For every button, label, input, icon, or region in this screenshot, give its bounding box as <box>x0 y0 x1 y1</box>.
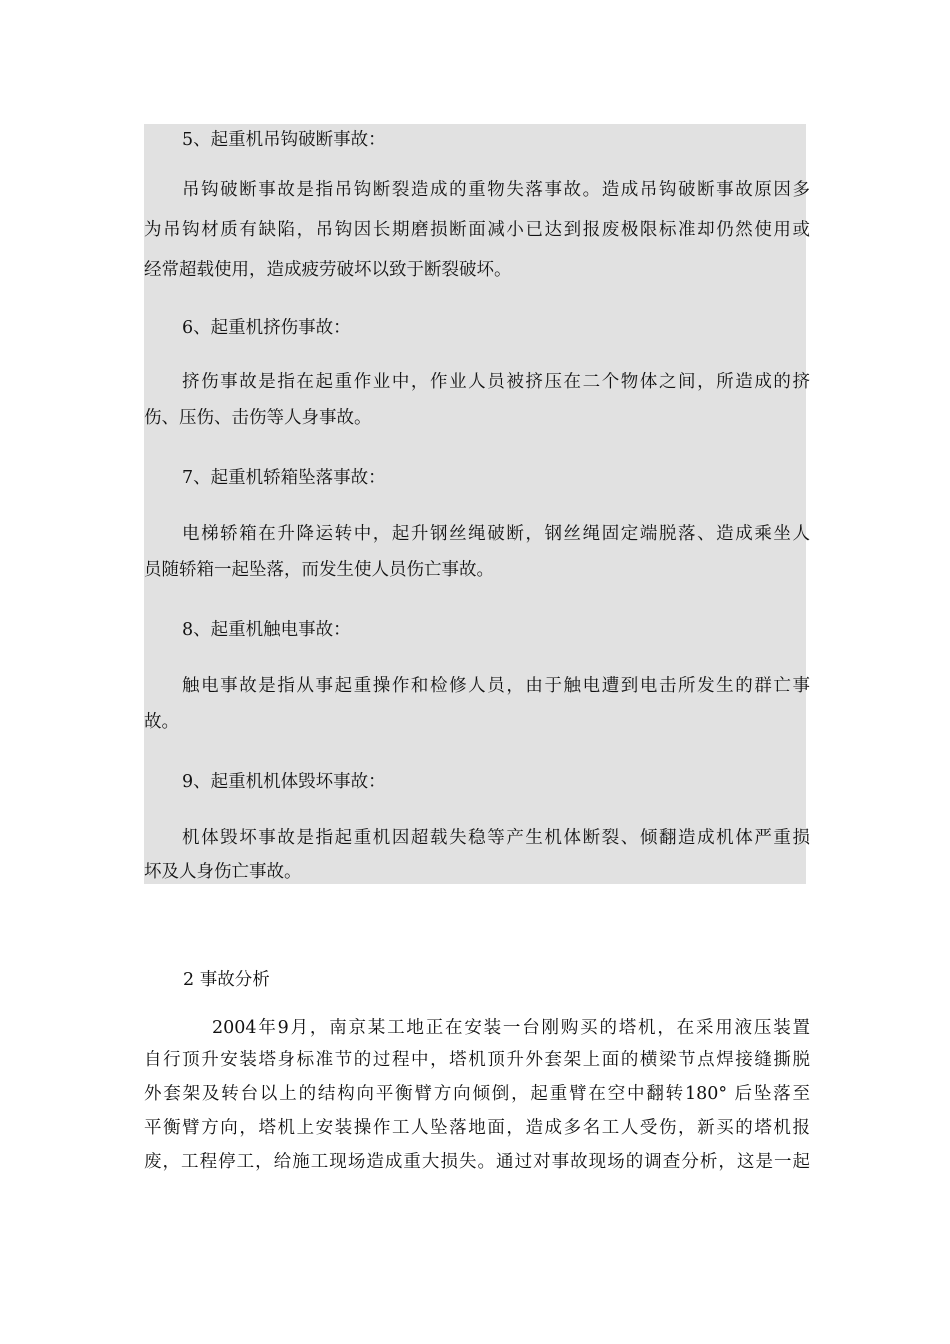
analysis-line-4: 平衡臂方向，塔机上安装操作工人坠落地面，造成多名工人受伤，新买的塔机报 <box>144 1118 810 1138</box>
accident-8-line-2: 故。 <box>144 712 179 732</box>
accident-9-line-1: 机体毁坏事故是指起重机因超载失稳等产生机体断裂、倾翻造成机体严重损 <box>182 828 810 848</box>
analysis-line-3: 外套架及转台以上的结构向平衡臂方向倾倒，起重臂在空中翻转180° 后坠落至 <box>144 1084 810 1104</box>
accident-6-line-1: 挤伤事故是指在起重作业中，作业人员被挤压在二个物体之间，所造成的挤 <box>182 372 810 392</box>
accident-8-line-1: 触电事故是指从事起重操作和检修人员，由于触电遭到电击所发生的群亡事 <box>182 676 810 696</box>
accident-5-line-2: 为吊钩材质有缺陷，吊钩因长期磨损断面减小已达到报废极限标准却仍然使用或 <box>144 220 810 240</box>
accident-5-line-3: 经常超载使用，造成疲劳破坏以致于断裂破坏。 <box>144 260 512 280</box>
accident-heading-7: 7、起重机轿箱坠落事故： <box>182 468 386 488</box>
accident-7-line-2: 员随轿箱一起坠落，而发生使人员伤亡事故。 <box>144 560 494 580</box>
analysis-line-2: 自行顶升安装塔身标准节的过程中，塔机顶升外套架上面的横梁节点焊接缝撕脱 <box>144 1050 810 1070</box>
accident-7-line-1: 电梯轿箱在升降运转中，起升钢丝绳破断，钢丝绳固定端脱落、造成乘坐人 <box>182 524 810 544</box>
analysis-line-5: 废，工程停工，给施工现场造成重大损失。通过对事故现场的调查分析，这是一起 <box>144 1152 810 1172</box>
accident-heading-9: 9、起重机机体毁坏事故： <box>182 772 386 792</box>
accident-9-line-2: 坏及人身伤亡事故。 <box>144 862 302 882</box>
analysis-line-1: 2004年9月，南京某工地正在安装一台刚购买的塔机，在采用液压装置 <box>212 1018 810 1038</box>
accident-heading-5: 5、起重机吊钩破断事故： <box>182 130 386 150</box>
section-heading-accident-analysis: 2 事故分析 <box>183 970 270 990</box>
accident-heading-8: 8、起重机触电事故： <box>182 620 351 640</box>
accident-6-line-2: 伤、压伤、击伤等人身事故。 <box>144 408 372 428</box>
accident-5-line-1: 吊钩破断事故是指吊钩断裂造成的重物失落事故。造成吊钩破断事故原因多 <box>182 180 810 200</box>
accident-heading-6: 6、起重机挤伤事故： <box>182 318 351 338</box>
